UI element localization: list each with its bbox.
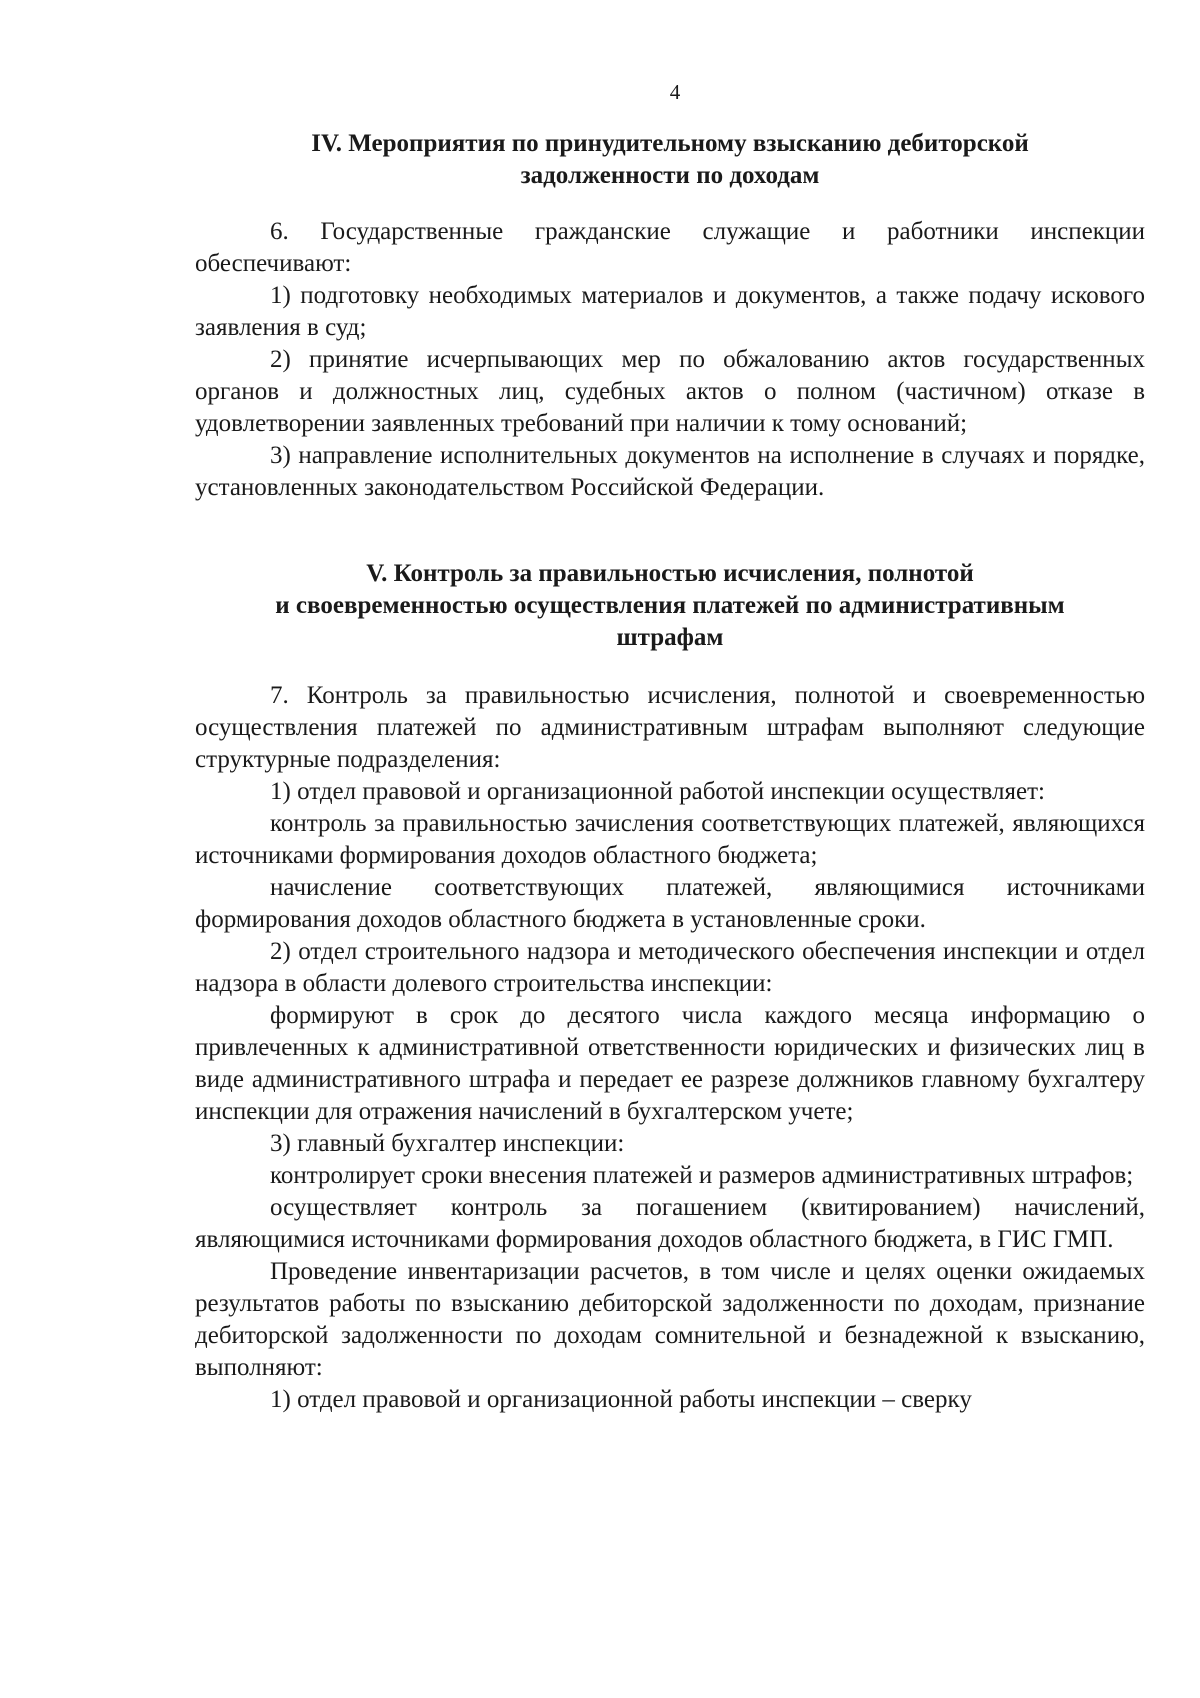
section-4-heading [195,128,1145,192]
paragraph-6-item-1: 1) подготовку необходимых материалов и документов, а также подачу искового заявления в суд; [195,282,1145,341]
paragraph-6-item-3: 3) направление исполнительных документов на исполнение в случаях и порядке, установленных законодательством Российской Федерации. [195,442,1145,501]
paragraph-inventory-item-1: 1) отдел правовой и организационной работы инспекции – сверку [270,1386,972,1413]
paragraph-7-item-2-a: формируют в срок до десятого числа каждого месяца информацию о привлеченных к административной ответственности юридических и физических лиц в виде административного штрафа и передает ее разрезе должников главному бухгалтеру инспекции для отражения начислений в бухгалтерском учете; [195,1002,1145,1125]
section-4-heading-line-2: задолженности по доходам [520,162,820,189]
paragraph-7-item-1: 1) отдел правовой и организационной работой инспекции осуществляет: [270,778,1045,805]
section-5-heading-line-1: V. Контроль за правильностью исчисления, полнотой [366,560,974,587]
section-5-heading [195,558,1145,654]
paragraph-6: 6. Государственные гражданские служащие и работники инспекции обеспечивают: [195,218,1145,277]
section-5-heading-line-2: и своевременностью осуществления платежей по административным [275,592,1065,619]
paragraph-6-item-2: 2) принятие исчерпывающих мер по обжалованию актов государственных органов и должностных лиц, судебных актов о полном (частичном) отказе в удовлетворении заявленных требований при наличии к тому оснований; [195,346,1145,437]
paragraph-7-item-2: 2) отдел строительного надзора и методического обеспечения инспекции и отдел надзора в области долевого строительства инспекции: [195,938,1145,997]
paragraph-7: 7. Контроль за правильностью исчисления, полнотой и своевременностью осуществления платежей по административным штрафам выполняют следующие структурные подразделения: [195,682,1145,773]
paragraph-7-item-1-a: контроль за правильностью зачисления соответствующих платежей, являющихся источниками формирования доходов областного бюджета; [195,810,1145,869]
section-5-heading-line-3: штрафам [616,624,724,651]
paragraph-7-item-1-b: начисление соответствующих платежей, являющимися источниками формирования доходов областного бюджета в установленные сроки. [195,874,1145,933]
paragraph-7-item-3-b: осуществляет контроль за погашением (квитированием) начислений, являющимися источниками формирования доходов областного бюджета, в ГИС ГМП. [195,1194,1145,1253]
document-body [195,128,1145,1416]
section-4-heading-line-1: IV. Мероприятия по принудительному взысканию дебиторской [311,130,1029,157]
page-number: 4 [669,80,681,104]
paragraph-7-item-3-a: контролирует сроки внесения платежей и размеров административных штрафов; [270,1162,1134,1189]
paragraph-inventory: Проведение инвентаризации расчетов, в том числе и целях оценки ожидаемых результатов работы по взысканию дебиторской задолженности по доходам, признание дебиторской задолженности по доходам сомнительной и безнадежной к взысканию, выполняют: [195,1258,1145,1381]
paragraph-7-item-3: 3) главный бухгалтер инспекции: [270,1130,625,1157]
